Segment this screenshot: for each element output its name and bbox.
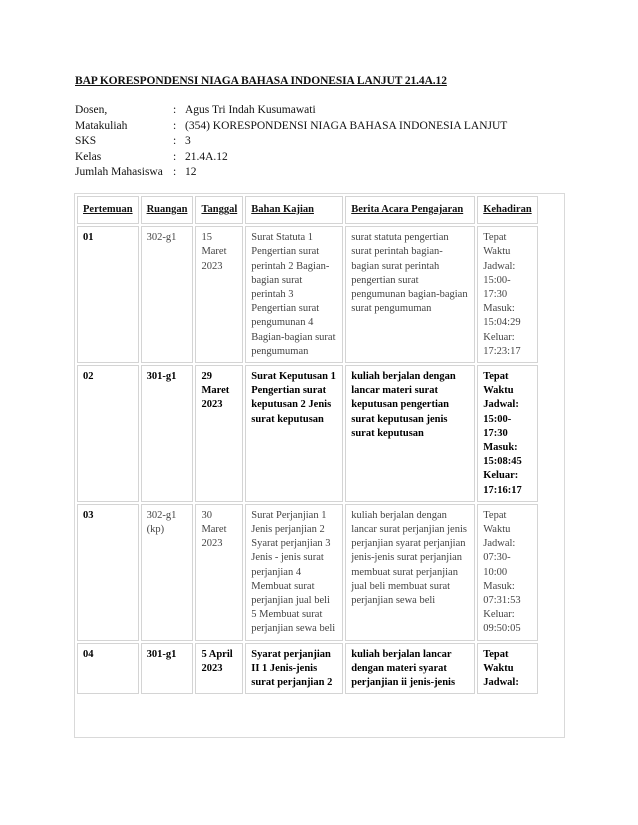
info-label: Kelas [75,150,102,163]
cell-kehadiran: Tepat Waktu Jadwal: 07:30-10:00 Masuk: 07:31:53 Keluar: 09:50:05 [477,504,537,641]
header-ruangan: Ruangan [141,196,194,224]
cell-berita-acara: kuliah berjalan dengan lancar surat perjanjian jenis perjanjian syarat perjanjian jenis-jenis surat perjanjian membuat surat perjanjian jual beli membuat surat perjanjian sewa beli [345,504,475,641]
table-row [77,365,538,502]
attendance-table [75,194,540,696]
page-title: BAP KORESPONDENSI NIAGA BAHASA INDONESIA LANJUT 21.4A.12 [75,75,447,87]
header-pertemuan: Pertemuan [77,196,139,224]
cell-kehadiran: Tepat Waktu Jadwal: 15:00-17:30 Masuk: 15:04:29 Keluar: 17:23:17 [477,226,537,363]
header-bahan-kajian: Bahan Kajian [245,196,343,224]
table-header-row [77,196,538,224]
attendance-table-container [74,193,565,738]
info-row-jumlah-mahasiswa [75,165,507,181]
info-value: Agus Tri Indah Kusumawati [185,104,316,116]
cell-kehadiran: Tepat Waktu Jadwal: 15:00-17:30 Masuk: 15:08:45 Keluar: 17:16:17 [477,365,537,502]
cell-bahan-kajian: Syarat perjanjian II 1 Jenis-jenis surat perjanjian 2 [245,643,343,695]
course-info [75,103,507,181]
table-row [77,504,538,641]
cell-kehadiran: Tepat Waktu Jadwal: [477,643,537,695]
info-label: Jumlah Mahasiswa [75,166,163,179]
cell-pertemuan: 02 [77,365,139,502]
cell-ruangan: 301-g1 [141,643,194,695]
info-row-sks [75,134,507,150]
cell-pertemuan: 04 [77,643,139,695]
info-label: Matakuliah [75,119,128,132]
info-separator: : [173,166,177,179]
cell-ruangan: 302-g1 [141,226,194,363]
info-row-matakuliah [75,119,507,135]
info-value: 21.4A.12 [185,150,228,163]
cell-bahan-kajian: Surat Keputusan 1 Pengertian surat keputusan 2 Jenis surat keputusan [245,365,343,502]
info-label: Dosen, [75,104,108,116]
cell-pertemuan: 01 [77,226,139,363]
cell-berita-acara: surat statuta pengertian surat perintah bagian-bagian surat perintah pengertian surat pengumunan bagian-bagian surat pengumuman [345,226,475,363]
cell-berita-acara: kuliah berjalan lancar dengan materi syarat perjanjian ii jenis-jenis [345,643,475,695]
cell-bahan-kajian: Surat Perjanjian 1 Jenis perjanjian 2 Syarat perjanjian 3 Jenis - jenis surat perjanjian 4 Membuat surat perjanjian jual beli 5 Membuat surat perjanjian sewa beli [245,504,343,641]
cell-bahan-kajian: Surat Statuta 1 Pengertian surat perintah 2 Bagian-bagian surat perintah 3 Pengertian surat pengumunan 4 Bagian-bagian surat pengumuman [245,226,343,363]
info-separator: : [173,104,177,116]
info-label: SKS [75,135,97,148]
cell-tanggal: 5 April 2023 [195,643,243,695]
table-row [77,643,538,695]
table-row [77,226,538,363]
header-tanggal: Tanggal [195,196,243,224]
cell-ruangan: 301-g1 [141,365,194,502]
header-kehadiran: Kehadiran [477,196,537,224]
info-value: 3 [185,135,191,148]
info-separator: : [173,150,177,163]
cell-pertemuan: 03 [77,504,139,641]
info-row-dosen [75,103,507,119]
info-row-kelas [75,150,507,166]
info-value: (354) KORESPONDENSI NIAGA BAHASA INDONESIA LANJUT [185,119,508,132]
cell-ruangan: 302-g1 (kp) [141,504,194,641]
cell-tanggal: 30 Maret 2023 [195,504,243,641]
info-value: 12 [185,166,197,179]
cell-berita-acara: kuliah berjalan dengan lancar materi surat keputusan pengertian surat keputusan jenis surat keputusan [345,365,475,502]
info-separator: : [173,119,177,132]
header-berita-acara: Berita Acara Pengajaran [345,196,475,224]
cell-tanggal: 15 Maret 2023 [195,226,243,363]
cell-tanggal: 29 Maret 2023 [195,365,243,502]
info-separator: : [173,135,177,148]
